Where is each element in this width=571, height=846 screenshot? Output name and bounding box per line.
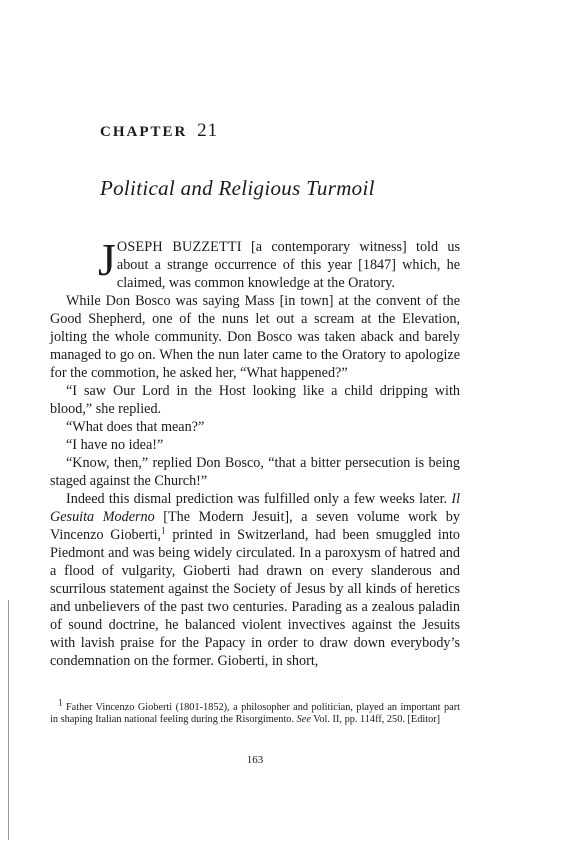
paragraph: “Know, then,” replied Don Bosco, “that a bitter persecution is being staged against the Church!” (50, 455, 460, 489)
footnote-see: See (296, 714, 311, 725)
footnote-marker: 1 (58, 697, 63, 708)
footnote-text: Father Vincenzo Gioberti (1801-1852), a philosopher and politician, played an important part in shaping Italian national feeling during the Risorgimento. (50, 702, 460, 725)
chapter-heading (100, 120, 218, 142)
gioberti-after-title: [The Modern Jesuit], a seven volume work by Vincenzo Gioberti, (50, 509, 460, 543)
body-text (50, 234, 461, 670)
scan-edge-line (8, 600, 9, 840)
opening-text: [a contemporary witness] told us about a strange occurrence of this year [1847] which, he claimed, was common knowledge at the Oratory. (116, 239, 460, 291)
footnotes (50, 697, 460, 726)
chapter-title: Political and Religious Turmoil (100, 176, 375, 200)
chapter-number: 21 (197, 120, 219, 141)
paragraph: “I have no idea!” (66, 437, 164, 453)
gioberti-rest: printed in Switzerland, had been smuggled into Piedmont and was being widely circulated. In a paroxysm of hatred and a flood of vulgarity, Gioberti had drawn on every slanderous and scurrilous statement against the Society of Jesus by all kinds of heretics and unbelievers of the past two centuries. Parading as a zealous paladin of sound doctrine, he balanced violent invectives against the Jesuits with lavish praise for the Papacy in order to draw down everybody’s condemnation on the former. Gioberti, in short, (50, 527, 460, 669)
footnote (50, 697, 460, 726)
opening-lead: OSEPH BUZZETTI (116, 239, 242, 255)
gioberti-paragraph (50, 490, 460, 670)
footnote-ref[interactable]: 1 (161, 525, 166, 536)
page-number: 163 (246, 754, 264, 766)
footnote-ref-text: Vol. II, pp. 114ff, 250. [Editor] (310, 714, 441, 725)
paragraph: While Don Bosco was saying Mass [in town] at the convent of the Good Shepherd, one of the nuns let out a scream at the Elevation, jolting the whole community. Don Bosco was taken aback and barely managed to go on. When the nun later came to the Oratory to apologize for the commotion, he asked her, “What happened?” (50, 293, 460, 381)
paragraph: “I saw Our Lord in the Host looking like a child dripping with blood,” she replied. (50, 383, 460, 417)
book-title: Il Gesuita Moderno (50, 491, 461, 525)
opening-paragraph (50, 234, 460, 292)
chapter-label: CHAPTER (100, 124, 188, 140)
drop-cap: J (98, 234, 116, 285)
paragraph: “What does that mean?” (66, 419, 205, 435)
gioberti-intro: Indeed this dismal prediction was fulfilled only a few weeks later. (66, 491, 448, 507)
